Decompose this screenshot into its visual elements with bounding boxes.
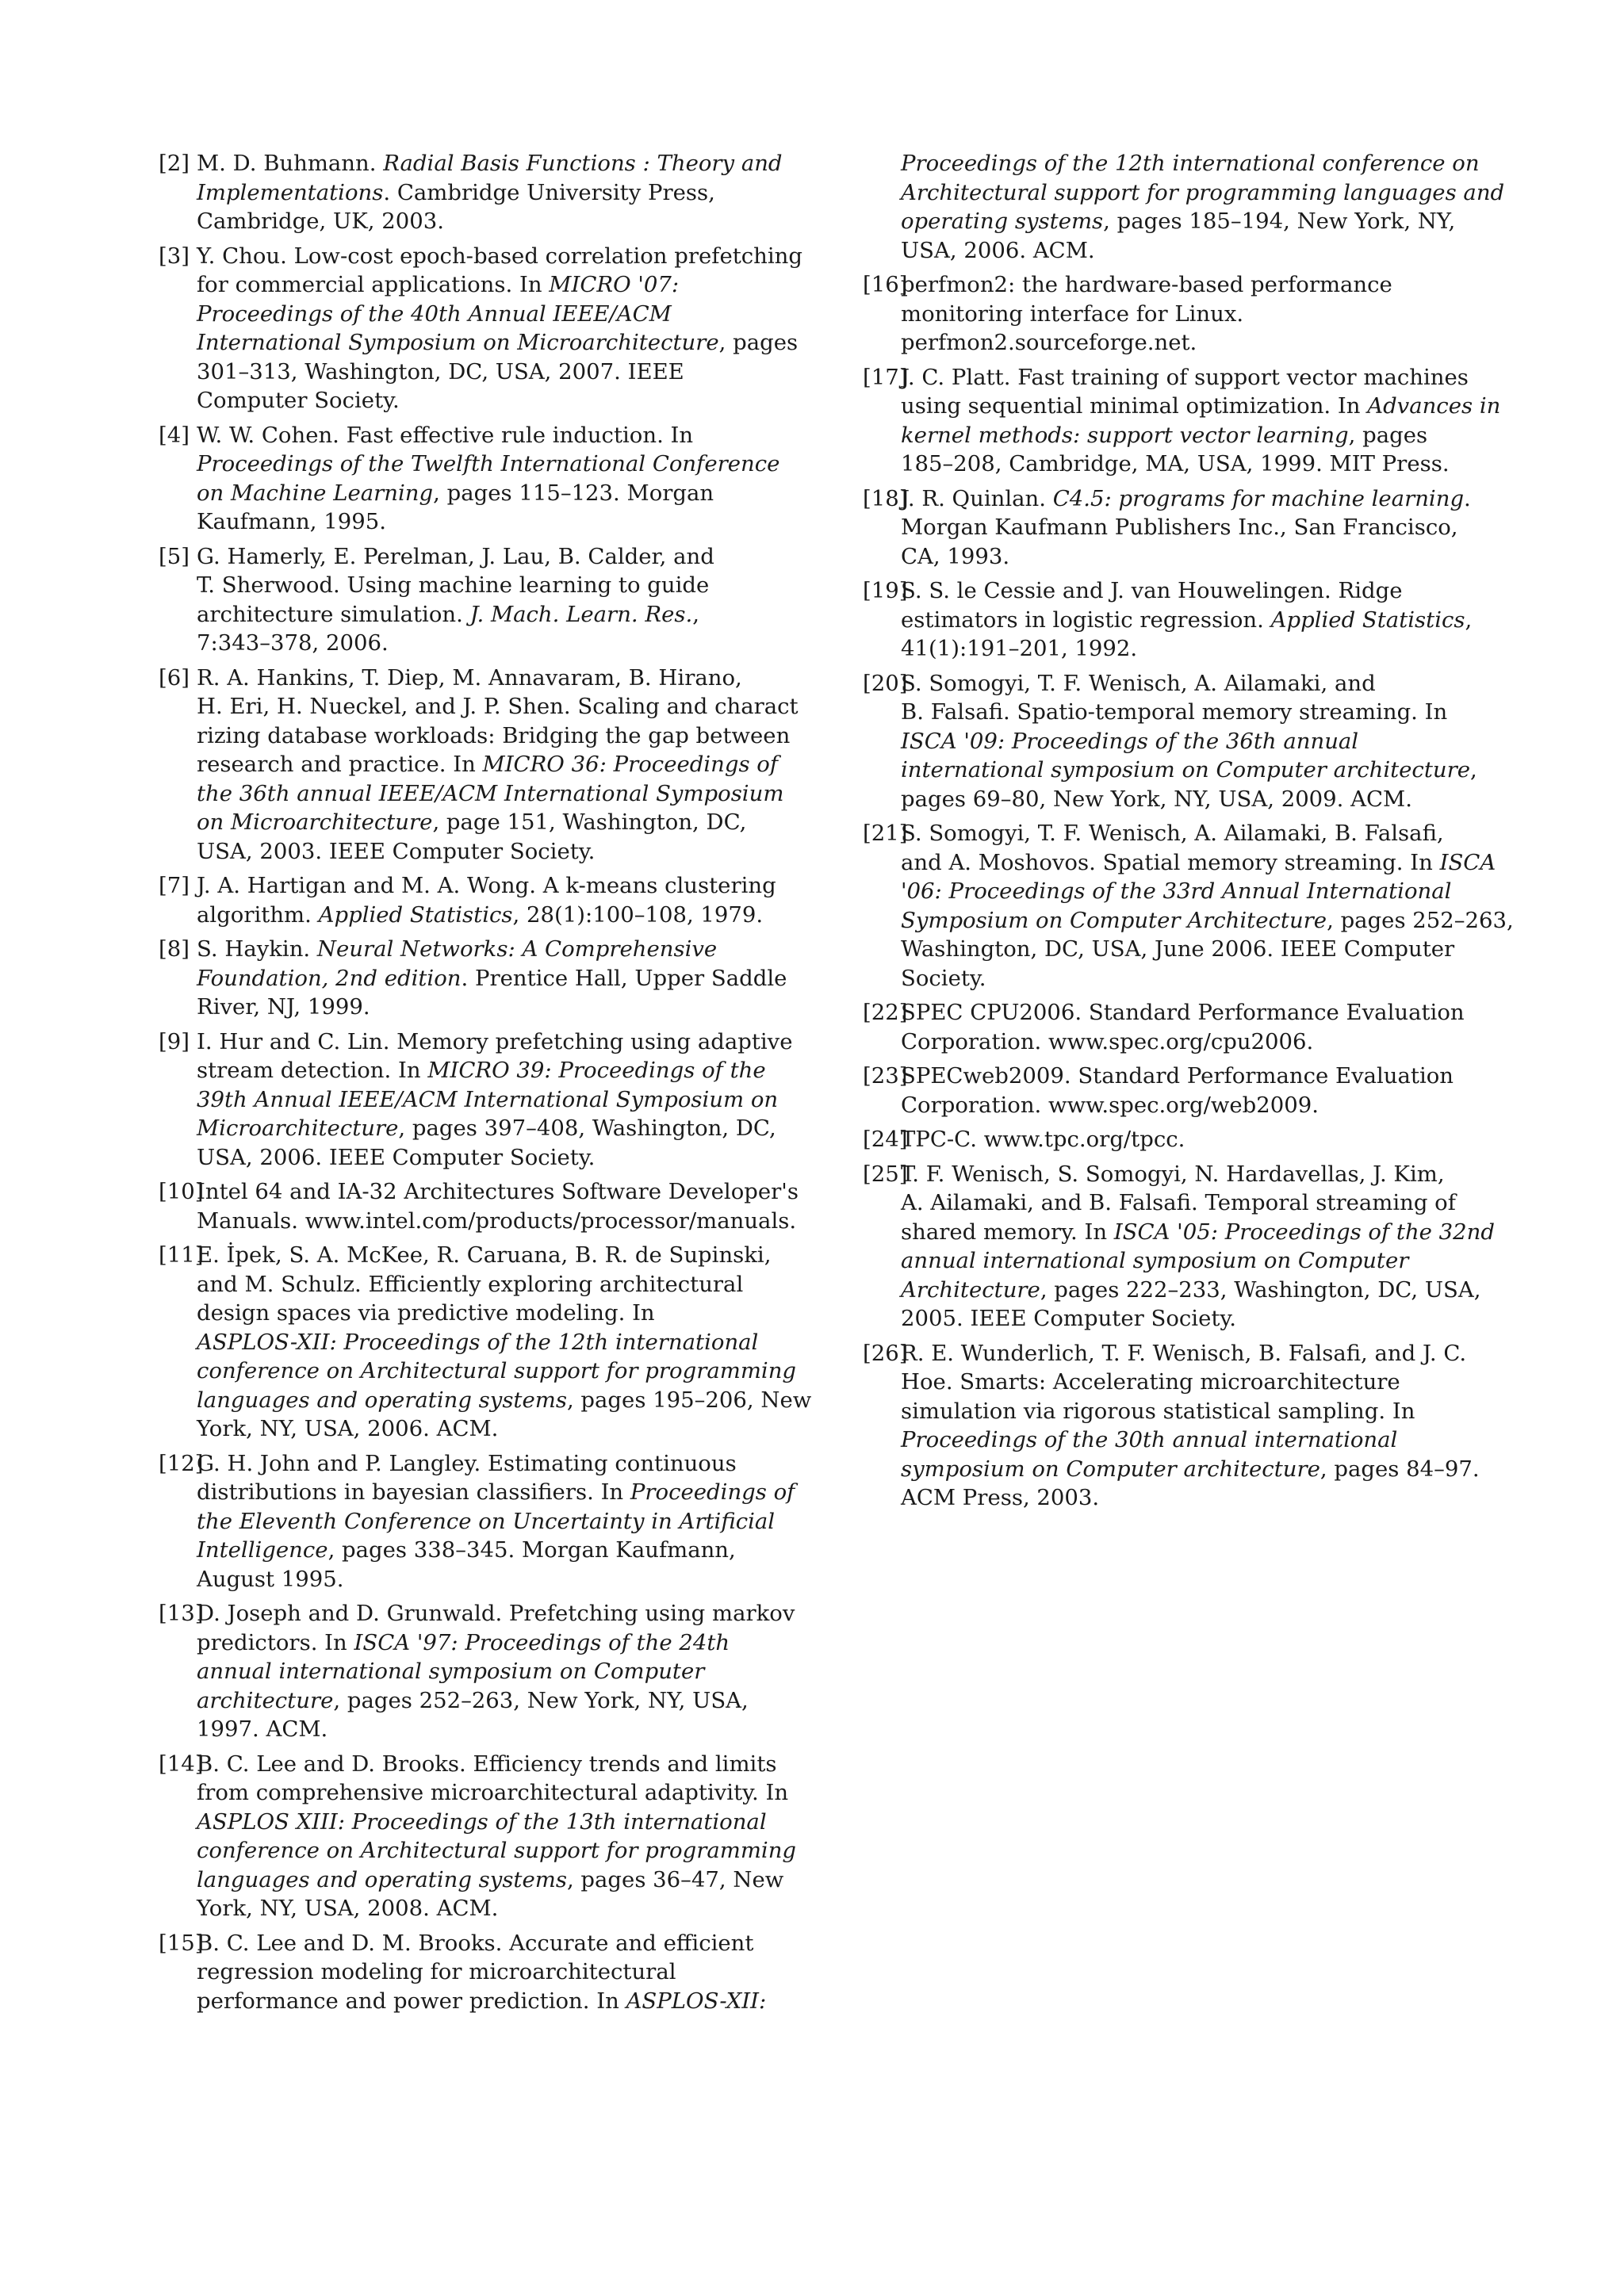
reference-line: Y. Chou. Low-cost epoch-based correlation prefetching <box>197 243 802 269</box>
reference-line: Intelligence, pages 338–345. Morgan Kaufmann, <box>197 1537 736 1563</box>
reference-line: Architecture, pages 222–233, Washington, DC, USA, <box>901 1276 1481 1303</box>
reference-item <box>159 871 791 929</box>
reference-line: S. Haykin. Neural Networks: A Comprehensive <box>197 936 718 962</box>
reference-line: Hoe. Smarts: Accelerating microarchitecture <box>901 1369 1400 1395</box>
reference-line: York, NY, USA, 2006. ACM. <box>197 1416 499 1441</box>
reference-line: Kaufmann, 1995. <box>197 509 386 534</box>
reference-item <box>159 1027 791 1173</box>
reference-line: 41(1):191–201, 1992. <box>901 636 1138 661</box>
reference-line: on Microarchitecture, page 151, Washington, DC, <box>197 809 747 835</box>
reference-number: [25] <box>863 1161 908 1187</box>
reference-line: 185–208, Cambridge, MA, USA, 1999. MIT Press. <box>901 451 1450 476</box>
reference-item <box>159 1177 799 1235</box>
reference-number: [5] <box>159 543 190 569</box>
reference-text <box>197 871 791 929</box>
reference-column-right <box>863 149 1514 1518</box>
reference-text <box>197 1599 795 1744</box>
reference-number: [8] <box>159 936 190 962</box>
reference-line: Cambridge, UK, 2003. <box>197 209 444 234</box>
reference-line: symposium on Computer architecture, pages 84–97. <box>901 1456 1480 1482</box>
reference-number: [23] <box>863 1063 908 1089</box>
reference-number: [19] <box>863 578 908 603</box>
reference-number: [7] <box>159 873 190 898</box>
reference-line: B. Falsafi. Spatio-temporal memory streaming. In <box>901 699 1448 725</box>
reference-line: ASPLOS XIII: Proceedings of the 13th international <box>197 1808 767 1835</box>
reference-item <box>863 1160 1496 1334</box>
reference-text <box>901 669 1496 814</box>
reference-text <box>901 363 1501 479</box>
reference-line: design spaces via predictive modeling. In <box>197 1300 655 1326</box>
reference-number: [21] <box>863 821 908 846</box>
reference-text <box>901 1125 1496 1154</box>
reference-line: conference on Architectural support for programming <box>197 1358 797 1383</box>
reference-line: Morgan Kaufmann Publishers Inc., San Francisco, <box>901 515 1458 540</box>
reference-item <box>863 484 1496 572</box>
reference-line: ACM Press, 2003. <box>901 1485 1100 1510</box>
reference-line: monitoring interface for Linux. <box>901 300 1244 327</box>
reference-number: [16] <box>863 272 908 297</box>
reference-number: [6] <box>159 664 190 691</box>
reference-number: [4] <box>159 422 190 448</box>
reference-text <box>197 935 791 1022</box>
reference-line: algorithm. Applied Statistics, 28(1):100–108, 1979. <box>197 901 764 928</box>
reference-text <box>197 542 791 658</box>
reference-item <box>159 1929 791 2016</box>
reference-item <box>863 1062 1496 1119</box>
reference-text <box>197 1750 797 1923</box>
reference-text <box>901 819 1514 993</box>
reference-line: W. W. Cohen. Fast effective rule induction. In <box>197 422 694 448</box>
reference-item <box>863 819 1514 993</box>
reference-number: [14] <box>159 1751 204 1777</box>
reference-line: '06: Proceedings of the 33rd Annual International <box>901 878 1452 904</box>
reference-item <box>159 1449 795 1594</box>
reference-line: B. C. Lee and D. Brooks. Efficiency trends and limits <box>197 1751 777 1777</box>
reference-line: I. Hur and C. Lin. Memory prefetching using adaptive <box>197 1028 793 1054</box>
reference-number: [2] <box>159 151 190 176</box>
reference-line: Proceedings of the 40th Annual IEEE/ACM <box>197 300 672 327</box>
reference-line: J. C. Platt. Fast training of support vector machines <box>901 364 1469 390</box>
reference-line: R. E. Wunderlich, T. F. Wenisch, B. Falsafi, and J. C. <box>901 1340 1467 1366</box>
reference-text <box>197 149 791 236</box>
reference-item <box>863 576 1496 664</box>
reference-line: M. D. Buhmann. Radial Basis Functions : Theory and <box>197 151 783 176</box>
reference-line: River, NJ, 1999. <box>197 994 370 1020</box>
reference-line: Proceedings of the 12th international conference on <box>901 151 1480 176</box>
reference-line: international symposium on Computer architecture, <box>901 757 1477 783</box>
reference-number: [3] <box>159 243 190 269</box>
reference-number: [22] <box>863 1000 908 1025</box>
reference-line: Implementations. Cambridge University Press, <box>197 179 715 205</box>
reference-text <box>197 1449 795 1594</box>
reference-line: R. A. Hankins, T. Diep, M. Annavaram, B. Hirano, <box>197 664 742 691</box>
reference-item <box>863 363 1501 479</box>
reference-text <box>197 1241 812 1444</box>
reference-item <box>863 998 1496 1056</box>
reference-line: conference on Architectural support for programming <box>197 1838 797 1863</box>
reference-line: Corporation. www.spec.org/cpu2006. <box>901 1028 1314 1054</box>
reference-text <box>197 1177 799 1235</box>
reference-line: S. Somogyi, T. F. Wenisch, A. Ailamaki, B. Falsafi, <box>901 821 1444 846</box>
reference-line: USA, 2006. IEEE Computer Society. <box>197 1144 596 1170</box>
reference-text <box>901 576 1496 664</box>
reference-number: [24] <box>863 1127 908 1152</box>
reference-line: SPECweb2009. Standard Performance Evaluation <box>901 1063 1454 1089</box>
reference-line: 301–313, Washington, DC, USA, 2007. IEEE <box>197 358 684 385</box>
reference-line: International Symposium on Microarchitecture, pages <box>197 330 799 355</box>
reference-line: Microarchitecture, pages 397–408, Washington, DC, <box>197 1115 776 1141</box>
reference-line: J. A. Hartigan and M. A. Wong. A k-means clustering <box>197 873 776 898</box>
reference-item <box>159 935 791 1022</box>
reference-line: Proceedings of the Twelfth International Conference <box>197 451 780 476</box>
reference-number: [20] <box>863 670 908 696</box>
reference-number: [17] <box>863 364 908 390</box>
reference-text <box>901 1160 1496 1334</box>
reference-line: shared memory. In ISCA '05: Proceedings of the 32nd <box>901 1219 1495 1245</box>
reference-line: S. S. le Cessie and J. van Houwelingen. Ridge <box>901 578 1403 603</box>
reference-item <box>159 1599 795 1744</box>
reference-line: ASPLOS-XII: Proceedings of the 12th international <box>197 1329 759 1355</box>
reference-line: G. Hamerly, E. Perelman, J. Lau, B. Calder, and <box>197 543 714 569</box>
reference-text <box>901 1339 1496 1513</box>
reference-line: Proceedings of the 30th annual international <box>901 1427 1398 1452</box>
reference-text <box>197 421 791 537</box>
reference-line: B. C. Lee and D. M. Brooks. Accurate and efficient <box>197 1930 754 1956</box>
reference-item <box>159 542 791 658</box>
reference-line: estimators in logistic regression. Applied Statistics, <box>901 607 1473 633</box>
reference-text <box>197 664 799 867</box>
reference-item <box>863 1339 1496 1513</box>
reference-number: [11] <box>159 1242 204 1268</box>
reference-line: Symposium on Computer Architecture, pages 252–263, <box>901 907 1514 933</box>
reference-column-left <box>159 149 812 2021</box>
reference-line: Corporation. www.spec.org/web2009. <box>901 1092 1319 1118</box>
reference-line: perfmon2: the hardware-based performance <box>901 272 1392 297</box>
reference-line: S. Somogyi, T. F. Wenisch, A. Ailamaki, and <box>901 670 1376 696</box>
reference-line: and M. Schulz. Efficiently exploring architectural <box>197 1271 744 1297</box>
reference-item <box>159 421 791 537</box>
reference-line: T. Sherwood. Using machine learning to guide <box>197 572 710 598</box>
reference-line: USA, 2003. IEEE Computer Society. <box>197 838 596 864</box>
reference-line: York, NY, USA, 2008. ACM. <box>197 1896 499 1921</box>
reference-line: SPEC CPU2006. Standard Performance Evaluation <box>901 1000 1465 1025</box>
reference-text <box>197 1929 791 2016</box>
reference-item <box>159 1241 812 1444</box>
reference-line: annual international symposium on Computer <box>197 1659 705 1684</box>
reference-line: stream detection. In MICRO 39: Proceedings of the <box>197 1058 766 1083</box>
reference-line: E. İpek, S. A. McKee, R. Caruana, B. R. de Supinski, <box>197 1242 772 1268</box>
reference-line: 2005. IEEE Computer Society. <box>901 1306 1237 1331</box>
reference-line: Intel 64 and IA-32 Architectures Software Developer's <box>197 1179 799 1204</box>
reference-line: and A. Moshovos. Spatial memory streaming. In ISCA <box>901 849 1496 875</box>
reference-text <box>901 149 1505 265</box>
reference-line: 1997. ACM. <box>197 1716 328 1742</box>
reference-line: predictors. In ISCA '97: Proceedings of the 24th <box>197 1629 730 1655</box>
reference-line: distributions in bayesian classifiers. In Proceedings of <box>197 1479 795 1505</box>
reference-line: kernel methods: support vector learning, pages <box>901 422 1428 448</box>
reference-item <box>863 669 1496 814</box>
reference-line: TPC-C. www.tpc.org/tpcc. <box>901 1127 1185 1152</box>
reference-line: for commercial applications. In MICRO '07: <box>197 272 680 297</box>
reference-line: Computer Society. <box>197 388 400 413</box>
reference-line: CA, 1993. <box>901 543 1010 569</box>
reference-line: D. Joseph and D. Grunwald. Prefetching using markov <box>197 1601 795 1626</box>
reference-line: from comprehensive microarchitectural adaptivity. In <box>197 1780 789 1805</box>
reference-line: August 1995. <box>197 1566 344 1592</box>
reference-line: the Eleventh Conference on Uncertainty in Artificial <box>197 1508 776 1534</box>
reference-line: on Machine Learning, pages 115–123. Morgan <box>197 480 714 506</box>
reference-line: J. R. Quinlan. C4.5: programs for machine learning. <box>901 485 1471 511</box>
reference-text <box>197 1027 791 1173</box>
reference-line: USA, 2006. ACM. <box>901 237 1095 263</box>
reference-line: Foundation, 2nd edition. Prentice Hall, Upper Saddle <box>197 965 787 991</box>
reference-line: Architectural support for programming languages and <box>901 179 1505 205</box>
reference-text <box>901 1062 1496 1119</box>
reference-item <box>159 242 802 415</box>
reference-line: languages and operating systems, pages 36–47, New <box>197 1866 784 1892</box>
reference-item <box>159 149 791 236</box>
reference-number: [15] <box>159 1930 204 1956</box>
reference-line: the 36th annual IEEE/ACM International Symposium <box>197 780 784 806</box>
reference-line: research and practice. In MICRO 36: Proceedings of <box>197 752 779 777</box>
reference-item <box>863 149 1505 265</box>
reference-number: [10] <box>159 1179 204 1204</box>
reference-line: pages 69–80, New York, NY, USA, 2009. ACM. <box>901 786 1412 812</box>
reference-text <box>197 242 802 415</box>
reference-number: [12] <box>159 1450 204 1476</box>
reference-line: T. F. Wenisch, S. Somogyi, N. Hardavellas, J. Kim, <box>901 1161 1445 1187</box>
reference-line: 39th Annual IEEE/ACM International Symposium on <box>197 1086 779 1112</box>
reference-line: simulation via rigorous statistical sampling. In <box>901 1398 1415 1424</box>
reference-text <box>901 998 1496 1056</box>
reference-number: [9] <box>159 1028 190 1054</box>
reference-line: languages and operating systems, pages 195–206, New <box>197 1387 812 1413</box>
reference-line: Society. <box>901 965 986 991</box>
reference-item <box>863 1125 1496 1154</box>
reference-text <box>901 270 1496 358</box>
reference-item <box>159 1750 797 1923</box>
reference-item <box>159 664 799 867</box>
reference-item <box>863 270 1496 358</box>
reference-line: architecture simulation. J. Mach. Learn. Res., <box>197 601 699 627</box>
reference-line: performance and power prediction. In ASPLOS-XII: <box>197 1988 767 2014</box>
reference-line: architecture, pages 252–263, New York, NY, USA, <box>197 1687 749 1713</box>
reference-line: rizing database workloads: Bridging the gap between <box>197 722 791 748</box>
reference-line: using sequential minimal optimization. In Advances in <box>901 393 1501 419</box>
reference-line: Manuals. www.intel.com/products/processor/manuals. <box>197 1207 797 1234</box>
reference-number: [13] <box>159 1601 204 1626</box>
reference-line: G. H. John and P. Langley. Estimating continuous <box>197 1450 737 1476</box>
reference-number: [18] <box>863 485 908 511</box>
reference-line: annual international symposium on Computer <box>901 1248 1409 1273</box>
reference-line: ISCA '09: Proceedings of the 36th annual <box>901 728 1359 754</box>
reference-line: 7:343–378, 2006. <box>197 630 389 656</box>
reference-line: perfmon2.sourceforge.net. <box>901 330 1197 355</box>
reference-line: regression modeling for microarchitectural <box>197 1959 676 1984</box>
reference-number: [26] <box>863 1340 908 1366</box>
reference-line: operating systems, pages 185–194, New York, NY, <box>901 209 1456 234</box>
reference-line: Washington, DC, USA, June 2006. IEEE Computer <box>901 936 1455 962</box>
reference-line: H. Eri, H. Nueckel, and J. P. Shen. Scaling and charact <box>197 694 799 719</box>
reference-text <box>901 484 1496 572</box>
reference-line: A. Ailamaki, and B. Falsafi. Temporal streaming of <box>901 1190 1456 1215</box>
